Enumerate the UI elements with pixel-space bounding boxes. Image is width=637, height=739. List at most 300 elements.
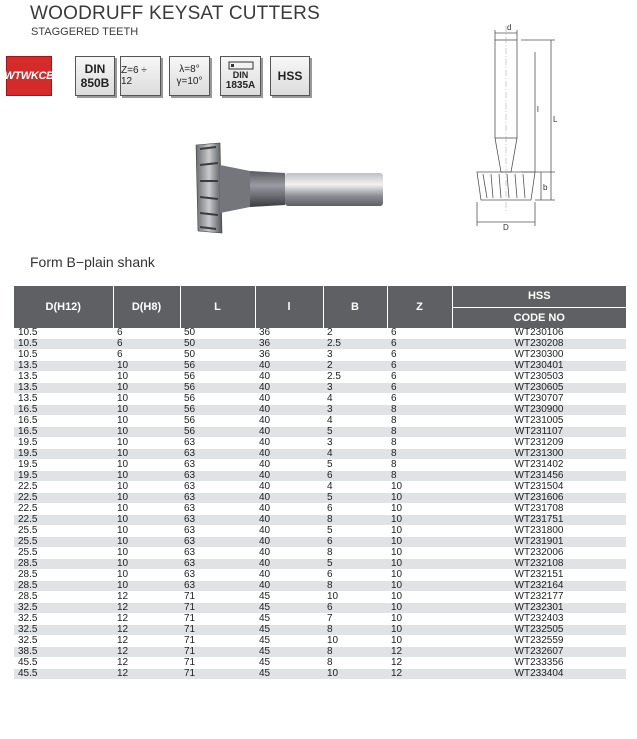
brand-badge-label: WTWKCB: [4, 70, 54, 82]
dim-b-label: b: [543, 183, 548, 192]
table-cell: 40: [255, 427, 323, 438]
table-cell: 10: [387, 559, 452, 570]
table-cell: 32.5: [14, 636, 113, 647]
dim-L-label: L: [553, 115, 558, 124]
table-cell: 4: [323, 394, 387, 405]
table-cell: 71: [180, 603, 255, 614]
table-cell: 6: [323, 537, 387, 548]
table-cell: 63: [180, 548, 255, 559]
table-cell: 8: [387, 449, 452, 460]
table-body: [14, 328, 626, 691]
table-cell: 40: [255, 548, 323, 559]
table-row-blank: [14, 680, 626, 691]
table-cell: 10: [113, 581, 180, 592]
table-cell: 6: [113, 350, 180, 361]
table-cell: 10: [387, 614, 452, 625]
table-cell: 8: [387, 471, 452, 482]
table-cell: 12: [113, 625, 180, 636]
table-cell: 63: [180, 460, 255, 471]
table-row: [14, 471, 626, 482]
table-cell: 10: [387, 548, 452, 559]
header-row: [14, 286, 626, 307]
table-cell: 8: [387, 405, 452, 416]
table-row: [14, 592, 626, 603]
din2-badge-line2: 1835A: [225, 80, 256, 91]
table-cell: 2: [323, 361, 387, 372]
table-cell: WT232607: [452, 647, 626, 658]
table-cell: 22.5: [14, 504, 113, 515]
table-cell: 45: [255, 636, 323, 647]
table-row: [14, 537, 626, 548]
table-cell: 63: [180, 493, 255, 504]
table-cell: 40: [255, 482, 323, 493]
table-cell: 8: [323, 515, 387, 526]
table-cell: 8: [387, 416, 452, 427]
table-cell: 10: [113, 460, 180, 471]
table-cell: 10.5: [14, 350, 113, 361]
table-cell: 10: [113, 372, 180, 383]
table-row: [14, 438, 626, 449]
table-cell: 56: [180, 372, 255, 383]
table-cell: 50: [180, 328, 255, 339]
table-row: [14, 482, 626, 493]
table-cell: 10: [113, 515, 180, 526]
table-cell: 8: [323, 581, 387, 592]
table-cell: 71: [180, 647, 255, 658]
table-cell: 13.5: [14, 394, 113, 405]
table-cell: 10: [387, 581, 452, 592]
table-cell: 45: [255, 658, 323, 669]
table-cell: 40: [255, 449, 323, 460]
table-cell: 63: [180, 438, 255, 449]
table-cell: 10: [113, 482, 180, 493]
table-cell: 10: [387, 482, 452, 493]
angle-lambda: λ=8°: [179, 64, 200, 75]
table-row: [14, 515, 626, 526]
table-cell: WT233356: [452, 658, 626, 669]
table-cell: 71: [180, 592, 255, 603]
table-cell: 8: [387, 438, 452, 449]
table-cell: 40: [255, 471, 323, 482]
table-row: [14, 372, 626, 383]
table-cell: WT231456: [452, 471, 626, 482]
table-cell: 36: [255, 339, 323, 350]
table-cell: 10: [113, 526, 180, 537]
table-row: [14, 328, 626, 339]
table-cell: WT230503: [452, 372, 626, 383]
table-cell: WT232006: [452, 548, 626, 559]
table-cell: 2.5: [323, 372, 387, 383]
col-header-dh12: D(H12): [14, 286, 113, 328]
table-cell: 7: [323, 614, 387, 625]
table-row: [14, 548, 626, 559]
table-cell: 8: [387, 460, 452, 471]
table-cell: 10: [387, 493, 452, 504]
table-cell: 16.5: [14, 427, 113, 438]
table-cell: 40: [255, 405, 323, 416]
dim-d-label: d: [507, 23, 512, 32]
table-cell: 6: [387, 361, 452, 372]
angle-badge: [169, 56, 210, 96]
table-cell: 36: [255, 328, 323, 339]
angle-gamma: γ=10°: [176, 76, 203, 87]
table-cell: 32.5: [14, 603, 113, 614]
table-cell: 63: [180, 482, 255, 493]
table-cell: 40: [255, 581, 323, 592]
table-cell: WT231708: [452, 504, 626, 515]
table-cell: 3: [323, 350, 387, 361]
table-cell: 12: [387, 647, 452, 658]
table-cell: 6: [113, 328, 180, 339]
table-cell: 56: [180, 427, 255, 438]
table-cell: 10: [113, 383, 180, 394]
table-cell: 10: [323, 592, 387, 603]
table-cell: WT232403: [452, 614, 626, 625]
table-cell: 16.5: [14, 405, 113, 416]
table-row: [14, 581, 626, 592]
table-cell: 10: [387, 526, 452, 537]
table-cell-blank: [387, 680, 452, 691]
col-header-B: B: [323, 286, 387, 328]
table-cell: 36: [255, 350, 323, 361]
table-cell: 12: [113, 614, 180, 625]
table-cell: 63: [180, 471, 255, 482]
table-cell: 4: [323, 449, 387, 460]
table-cell: 19.5: [14, 471, 113, 482]
table-cell: 71: [180, 658, 255, 669]
table-cell: WT230401: [452, 361, 626, 372]
table-cell: WT231901: [452, 537, 626, 548]
table-cell: 63: [180, 515, 255, 526]
table-cell: WT231606: [452, 493, 626, 504]
table-cell: 5: [323, 427, 387, 438]
table-cell: 10: [113, 405, 180, 416]
table-row: [14, 603, 626, 614]
table-cell: 12: [113, 669, 180, 680]
table-cell-blank: [323, 680, 387, 691]
table-cell: 5: [323, 493, 387, 504]
table-cell: 6: [387, 350, 452, 361]
table-cell: 13.5: [14, 372, 113, 383]
table-cell-blank: [180, 680, 255, 691]
table-cell: 3: [323, 438, 387, 449]
table-cell: 56: [180, 394, 255, 405]
table-row: [14, 350, 626, 361]
brand-badge: [6, 56, 52, 96]
table-cell: WT232151: [452, 570, 626, 581]
table-cell: 28.5: [14, 570, 113, 581]
table-cell: 6: [387, 372, 452, 383]
dim-l-label: l: [537, 105, 539, 114]
table-cell: 10: [113, 493, 180, 504]
table-cell: 56: [180, 361, 255, 372]
teeth-count-badge: [120, 56, 161, 96]
table-cell: 2: [323, 328, 387, 339]
table-cell: 10: [113, 438, 180, 449]
table-cell: 45: [255, 625, 323, 636]
table-cell: 45: [255, 647, 323, 658]
table-cell: 10: [387, 537, 452, 548]
table-cell: WT230605: [452, 383, 626, 394]
table-cell: 10: [113, 548, 180, 559]
table-cell: 10: [113, 416, 180, 427]
table-cell: 8: [323, 658, 387, 669]
table-cell: 8: [323, 548, 387, 559]
table-cell: 5: [323, 526, 387, 537]
din-1835a-badge: [220, 56, 261, 96]
table-cell: 6: [387, 394, 452, 405]
table-cell: 25.5: [14, 548, 113, 559]
table-cell: 32.5: [14, 625, 113, 636]
table-cell: 19.5: [14, 449, 113, 460]
table-cell: 63: [180, 581, 255, 592]
table-cell: 10: [113, 570, 180, 581]
table-cell: 12: [113, 658, 180, 669]
table-cell: 71: [180, 614, 255, 625]
table-cell: WT231800: [452, 526, 626, 537]
table-cell: 63: [180, 504, 255, 515]
table-cell: WT232559: [452, 636, 626, 647]
table-row: [14, 647, 626, 658]
col-header-Z: Z: [387, 286, 452, 328]
table-cell: 50: [180, 350, 255, 361]
table-row: [14, 658, 626, 669]
table-cell: 6: [323, 471, 387, 482]
table-cell: 5: [323, 460, 387, 471]
table-cell: WT231402: [452, 460, 626, 471]
table-cell: WT232505: [452, 625, 626, 636]
din-850b-badge: [75, 56, 115, 96]
table-cell: 40: [255, 416, 323, 427]
table-cell: 40: [255, 394, 323, 405]
table-cell: 6: [323, 570, 387, 581]
table-cell: 13.5: [14, 361, 113, 372]
table-row: [14, 449, 626, 460]
table-cell: 40: [255, 526, 323, 537]
table-cell: 40: [255, 504, 323, 515]
table-row: [14, 394, 626, 405]
table-cell: 10: [113, 449, 180, 460]
table-cell: 10: [387, 504, 452, 515]
table-row: [14, 559, 626, 570]
table-row: [14, 636, 626, 647]
table-cell: 22.5: [14, 515, 113, 526]
table-cell: 38.5: [14, 647, 113, 658]
table-cell: 40: [255, 559, 323, 570]
table-cell: 10: [387, 515, 452, 526]
table-cell: 56: [180, 405, 255, 416]
table-row: [14, 427, 626, 438]
table-row: [14, 625, 626, 636]
table-row: [14, 405, 626, 416]
table-cell: WT232177: [452, 592, 626, 603]
table-row: [14, 526, 626, 537]
specs-table: [14, 286, 626, 691]
table-cell: 10: [113, 471, 180, 482]
table-cell: 10: [323, 669, 387, 680]
table-cell: 71: [180, 625, 255, 636]
cutter-photo: [190, 135, 390, 235]
din-badge-line2: 850B: [80, 76, 110, 90]
table-cell: 56: [180, 383, 255, 394]
table-cell: 10: [387, 592, 452, 603]
table-cell: 32.5: [14, 614, 113, 625]
table-cell: 3: [323, 383, 387, 394]
technical-drawing: [465, 22, 575, 232]
table-row: [14, 416, 626, 427]
table-cell: 50: [180, 339, 255, 350]
din2-badge-line1: DIN: [232, 70, 249, 80]
table-cell: 6: [323, 603, 387, 614]
table-cell: WT231107: [452, 427, 626, 438]
table-cell: 40: [255, 537, 323, 548]
table-cell: 10: [113, 537, 180, 548]
table-cell: 8: [323, 625, 387, 636]
table-cell: WT231504: [452, 482, 626, 493]
table-cell: 4: [323, 416, 387, 427]
col-header-code: CODE NO: [452, 307, 626, 328]
table-cell: 45.5: [14, 669, 113, 680]
table-cell: 8: [323, 647, 387, 658]
table-cell: 8: [387, 427, 452, 438]
table-cell: WT230300: [452, 350, 626, 361]
table-cell: 71: [180, 636, 255, 647]
table-cell: 40: [255, 460, 323, 471]
table-cell: WT232164: [452, 581, 626, 592]
table-cell: WT230707: [452, 394, 626, 405]
table-cell: WT230208: [452, 339, 626, 350]
table-cell: 63: [180, 526, 255, 537]
table-cell: 6: [323, 504, 387, 515]
table-cell: 5: [323, 559, 387, 570]
table-row: [14, 669, 626, 680]
din-badge-line1: DIN: [84, 62, 106, 76]
table-cell: WT230900: [452, 405, 626, 416]
table-cell: 10: [387, 603, 452, 614]
table-cell: 40: [255, 438, 323, 449]
table-cell: 40: [255, 493, 323, 504]
page-subtitle: STAGGERED TEETH: [31, 26, 139, 38]
table-cell: 16.5: [14, 416, 113, 427]
table-cell: 45: [255, 669, 323, 680]
table-cell: 19.5: [14, 438, 113, 449]
hss-badge: [270, 56, 310, 96]
table-cell: WT232108: [452, 559, 626, 570]
table-cell: 10: [113, 504, 180, 515]
table-cell: WT231751: [452, 515, 626, 526]
table-cell: 12: [113, 603, 180, 614]
table-cell: 56: [180, 416, 255, 427]
table-row: [14, 570, 626, 581]
table-cell: 12: [113, 592, 180, 603]
table-cell: 40: [255, 372, 323, 383]
table-cell: 12: [387, 669, 452, 680]
table-cell: WT231300: [452, 449, 626, 460]
table-cell: 10: [113, 394, 180, 405]
table-cell: 63: [180, 537, 255, 548]
table-cell: 45: [255, 614, 323, 625]
table-cell: 40: [255, 570, 323, 581]
table-cell: 10: [387, 625, 452, 636]
table-cell: 10: [113, 559, 180, 570]
table-row: [14, 614, 626, 625]
table-cell: 10: [113, 427, 180, 438]
shank-icon: [228, 61, 254, 70]
table-cell: 3: [323, 405, 387, 416]
table-cell: 10.5: [14, 328, 113, 339]
table-cell: 12: [113, 647, 180, 658]
table-cell: 2.5: [323, 339, 387, 350]
table-cell: 6: [113, 339, 180, 350]
table-cell: 25.5: [14, 526, 113, 537]
table-row: [14, 460, 626, 471]
table-cell-blank: [255, 680, 323, 691]
table-cell: WT230106: [452, 328, 626, 339]
page-title: WOODRUFF KEYSAT CUTTERS: [30, 3, 320, 24]
table-cell: 22.5: [14, 493, 113, 504]
hss-badge-label: HSS: [277, 69, 303, 83]
table-cell-blank: [452, 680, 626, 691]
table-cell: 28.5: [14, 592, 113, 603]
table-cell: WT231005: [452, 416, 626, 427]
table-cell: 12: [387, 658, 452, 669]
dim-D-label: D: [503, 223, 509, 232]
table-cell: 6: [387, 328, 452, 339]
teeth-count-label: Z=6 ÷ 12: [121, 65, 147, 87]
table-cell: 71: [180, 669, 255, 680]
col-header-l: l: [255, 286, 323, 328]
table-cell: 6: [387, 383, 452, 394]
table-cell: 10: [323, 636, 387, 647]
table-cell: WT232301: [452, 603, 626, 614]
table-cell: 40: [255, 361, 323, 372]
table-row: [14, 493, 626, 504]
table-cell: 45.5: [14, 658, 113, 669]
table-cell: 12: [113, 636, 180, 647]
table-cell: 19.5: [14, 460, 113, 471]
table-cell: 45: [255, 592, 323, 603]
table-cell: 28.5: [14, 581, 113, 592]
table-cell: 63: [180, 559, 255, 570]
table-cell: 40: [255, 515, 323, 526]
table-cell: 63: [180, 570, 255, 581]
table-cell: WT233404: [452, 669, 626, 680]
table-cell-blank: [14, 680, 113, 691]
table-cell: 10: [387, 636, 452, 647]
table-cell: 4: [323, 482, 387, 493]
table-cell-blank: [113, 680, 180, 691]
table-row: [14, 361, 626, 372]
table-cell: 22.5: [14, 482, 113, 493]
table-cell: 40: [255, 383, 323, 394]
table-row: [14, 339, 626, 350]
table-cell: 13.5: [14, 383, 113, 394]
col-header-hss: HSS: [452, 286, 626, 307]
table-cell: 28.5: [14, 559, 113, 570]
table-cell: 6: [387, 339, 452, 350]
section-label: Form B−plain shank: [30, 254, 155, 270]
table-row: [14, 383, 626, 394]
table-cell: 10: [113, 361, 180, 372]
table-cell: 10.5: [14, 339, 113, 350]
table-cell: 25.5: [14, 537, 113, 548]
col-header-dh8: D(H8): [113, 286, 180, 328]
col-header-L: L: [180, 286, 255, 328]
table-cell: WT231209: [452, 438, 626, 449]
table-cell: 10: [387, 570, 452, 581]
table-cell: 45: [255, 603, 323, 614]
table-row: [14, 504, 626, 515]
